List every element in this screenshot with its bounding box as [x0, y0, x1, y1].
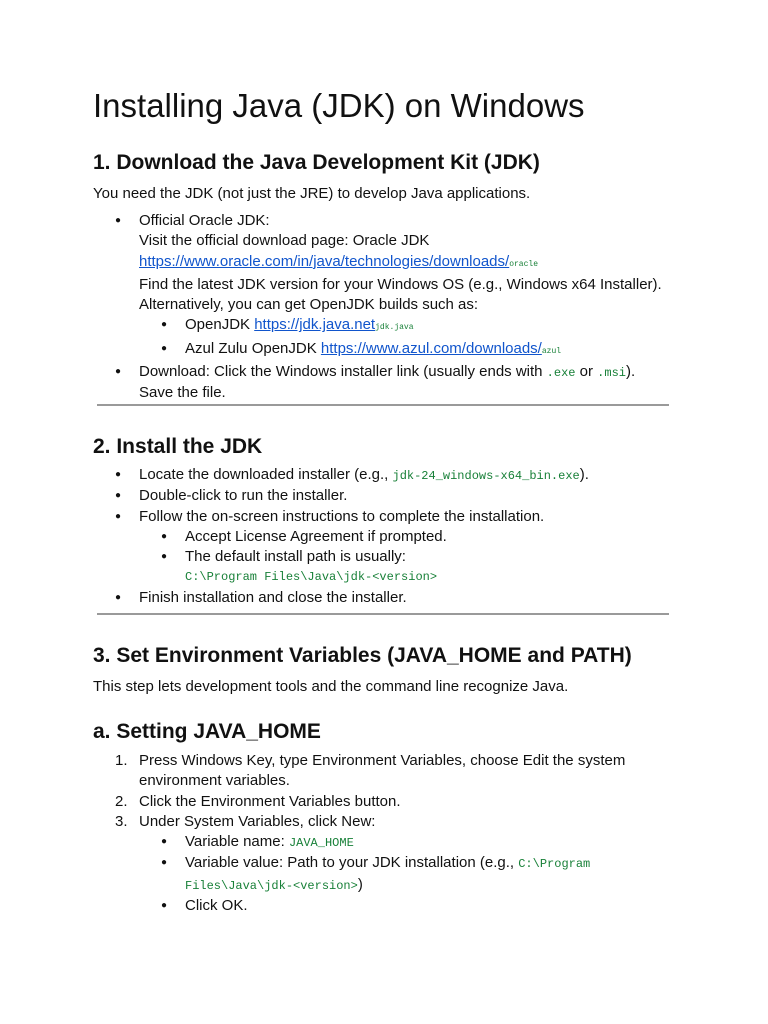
list-item-default-path: ● The default install path is usually: C:\Program Files\Java\jdk-<version> [93, 547, 589, 588]
list-item-follow: ● Follow the on-screen instructions to complete the installation. [93, 507, 589, 527]
divider [97, 613, 669, 615]
list-item-locate: ● Locate the downloaded installer (e.g., jdk-24_windows-x64_bin.exe). [93, 465, 589, 486]
list-item-click-ok: ● Click OK. [93, 896, 625, 916]
list-item-accept: ● Accept License Agreement if prompted. [93, 527, 589, 547]
section-2-list [93, 465, 589, 608]
section-3-intro: This step lets development tools and the command line recognize Java. [93, 678, 569, 695]
azul-link[interactable]: https://www.azul.com/downloads/ [320, 339, 542, 357]
list-item-double-click: ● Double-click to run the installer. [93, 486, 589, 506]
section-a-heading: a. Setting JAVA_HOME [93, 720, 321, 743]
list-item-azul-zulu: ● Azul Zulu OpenJDK https://www.azul.com/downloads/azul [93, 339, 662, 362]
section-1-heading: 1. Download the Java Development Kit (JDK) [93, 151, 540, 174]
section-1-intro: You need the JDK (not just the JRE) to develop Java applications. [93, 185, 531, 202]
step-1: 1. Press Windows Key, type Environment Variables, choose Edit the system environment variables. [115, 752, 626, 790]
list-item-finish: ● Finish installation and close the installer. [93, 588, 589, 608]
list-item-variable-name: ● Variable name: JAVA_HOME [93, 832, 625, 853]
list-item-download: ● Download: Click the Windows installer link (usually ends with .exe or .msi). Save the file. [93, 362, 662, 404]
divider [97, 404, 669, 406]
list-item-openjdk: ● OpenJDK https://jdk.java.netjdk.java [93, 315, 662, 338]
section-1-list [93, 211, 662, 404]
openjdk-link-tag: jdk.java [375, 323, 414, 333]
azul-link-tag: azul [541, 346, 562, 356]
java-home-steps [93, 751, 625, 916]
list-item-variable-value: ● Variable value: Path to your JDK installation (e.g., C:\Program Files\Java\jdk-<version>) [93, 853, 625, 896]
section-3-heading: 3. Set Environment Variables (JAVA_HOME and PATH) [93, 644, 632, 667]
oracle-downloads-link[interactable]: https://www.oracle.com/in/java/technologies/downloads/ [139, 252, 510, 270]
step-3: 3. Under System Variables, click New: [115, 812, 376, 830]
section-2-heading: 2. Install the JDK [93, 435, 263, 458]
oracle-link-tag: oracle [509, 259, 539, 269]
step-2: 2. Click the Environment Variables button. [115, 792, 401, 810]
list-item-official-oracle: ● Official Oracle JDK: Visit the official download page: Oracle JDK https://www.oracle.com/in/java/technologies/downloads/oracle Find the latest JDK version for your Windows OS (e.g., Windows x64 Installer). Alternatively, you can get OpenJDK builds such as: [93, 211, 662, 315]
page-title: Installing Java (JDK) on Windows [93, 87, 585, 124]
openjdk-link[interactable]: https://jdk.java.net [254, 316, 376, 334]
